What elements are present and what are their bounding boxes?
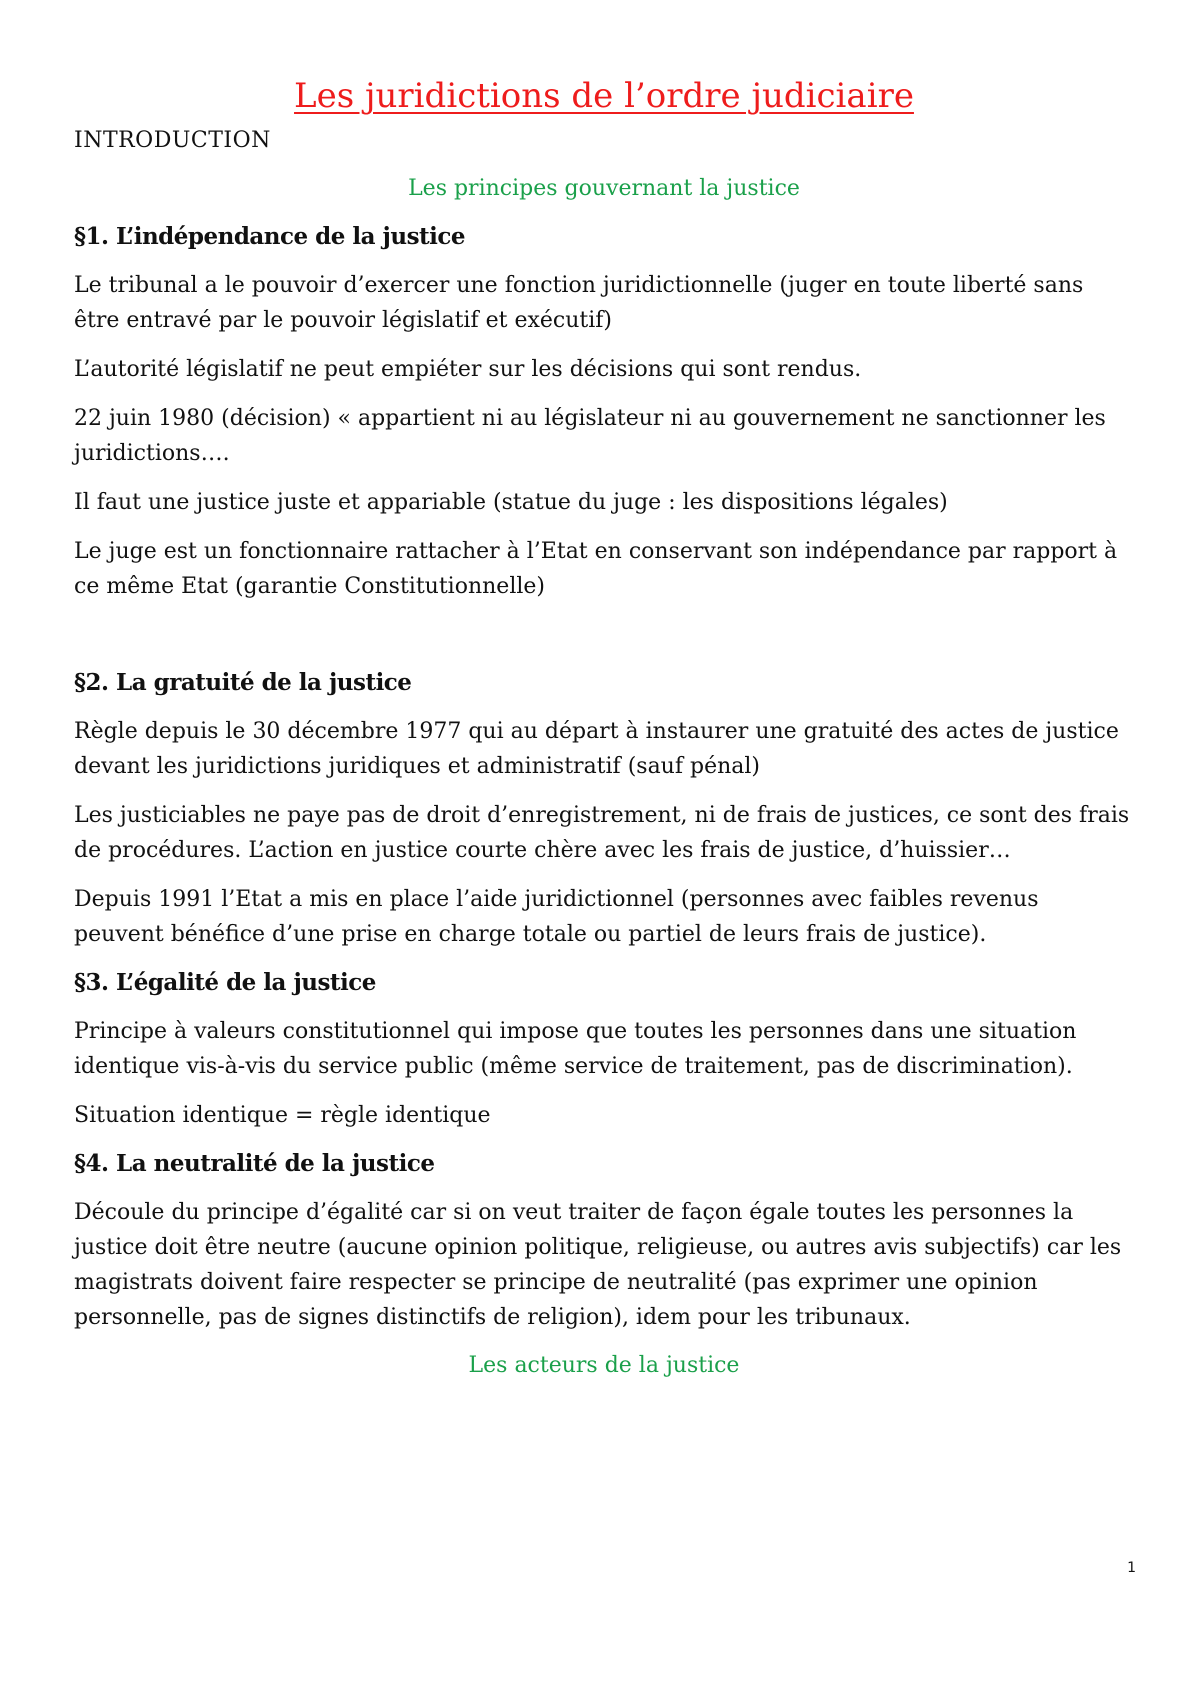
section-neutralite [74,1147,1134,1335]
paragraph: 22 juin 1980 (décision) « appartient ni au législateur ni au gouvernement ne sanctionner les juridictions…. [74,406,1106,466]
paragraph: L’autorité législatif ne peut empiéter sur les décisions qui sont rendus. [74,357,862,382]
paragraph: Découle du principe d’égalité car si on veut traiter de façon égale toutes les personnes la justice doit être neutre (aucune opinion politique, religieuse, ou autres avis subjectifs) car les magistrats doivent faire respecter se principe de neutralité (pas exprimer une opinion personnelle, pas de signes distinctifs de religion), idem pour les tribunaux. [74,1200,1122,1330]
part-heading-principes: Les principes gouvernant la justice [408,176,800,201]
part-heading-acteurs: Les acteurs de la justice [468,1353,740,1378]
paragraph: Le juge est un fonctionnaire rattacher à l’Etat en conservant son indépendance par rapport à ce même Etat (garantie Constitutionnelle) [74,539,1118,599]
introduction-label: INTRODUCTION [74,128,271,153]
section-heading: §1. L’indépendance de la justice [74,223,466,250]
section-heading: §4. La neutralité de la justice [74,1150,435,1177]
paragraph: Règle depuis le 30 décembre 1977 qui au départ à instaurer une gratuité des actes de justice devant les juridictions juridiques et administratif (sauf pénal) [74,719,1119,779]
paragraph: Il faut une justice juste et appariable (statue du juge : les dispositions légales) [74,490,948,515]
document-body [74,70,1134,1397]
page-number: 1 [1127,1560,1136,1576]
section-heading: §2. La gratuité de la justice [74,669,412,696]
paragraph: Principe à valeurs constitutionnel qui impose que toutes les personnes dans une situation identique vis-à-vis du service public (même service de traitement, pas de discrimination). [74,1019,1077,1079]
section-egalite [74,966,1134,1133]
paragraph: Depuis 1991 l’Etat a mis en place l’aide juridictionnel (personnes avec faibles revenus peuvent bénéfice d’une prise en charge totale ou partiel de leurs frais de justice). [74,887,1039,947]
paragraph: Situation identique = règle identique [74,1103,491,1128]
paragraph: Les justiciables ne paye pas de droit d’enregistrement, ni de frais de justices, ce sont des frais de procédures. L’action en justice courte chère avec les frais de justice, d’huissier… [74,803,1130,863]
blank-line [74,618,1134,666]
paragraph: Le tribunal a le pouvoir d’exercer une fonction juridictionnelle (juger en toute liberté sans être entravé par le pouvoir législatif et exécutif) [74,273,1084,333]
section-heading: §3. L’égalité de la justice [74,969,376,996]
section-independance [74,220,1134,604]
section-gratuite [74,666,1134,952]
document-title: Les juridictions de l’ordre judiciaire [294,76,914,116]
